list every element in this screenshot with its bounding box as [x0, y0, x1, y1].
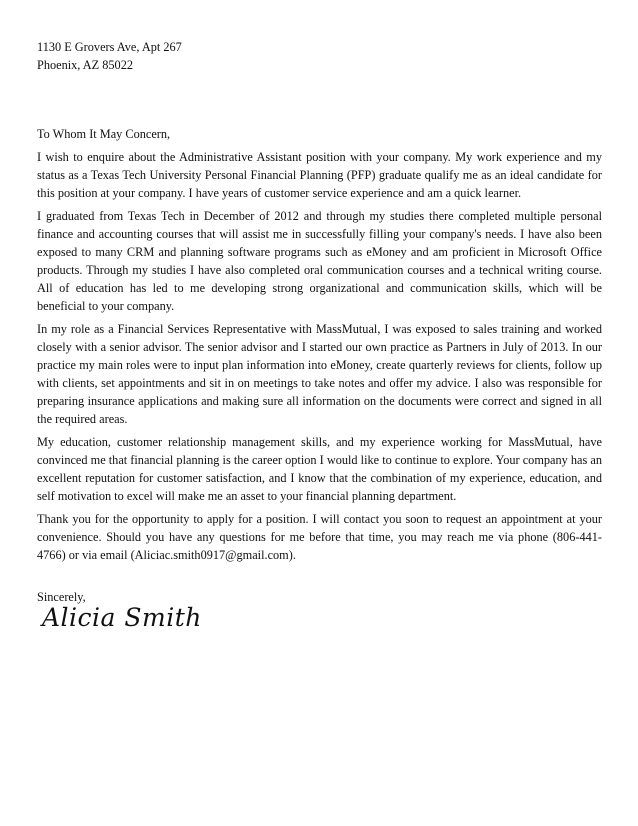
paragraph-intro: I wish to enquire about the Administrative Assistant position with your company. My work experience and my status as a Texas Tech University Personal Financial Planning (PFP) graduate qualify me as an ideal candidate for this position at your company. I have years of customer service experience and am a quick learner. — [37, 150, 602, 200]
paragraph-summary: My education, customer relationship management skills, and my experience working for MassMutual, have convinced me that financial planning is the career option I would like to continue to explore. Your company has an excellent reputation for customer satisfaction, and I know that the combination of my experience, education, and self motivation to excel will make me an asset to your financial planning department. — [37, 435, 602, 503]
address-city: Phoenix, AZ 85022 — [37, 58, 133, 72]
closing: Sincerely, — [37, 590, 86, 604]
salutation: To Whom It May Concern, — [37, 127, 171, 141]
signature: Alicia Smith — [42, 603, 202, 632]
address-street: 1130 E Grovers Ave, Apt 267 — [37, 40, 182, 54]
letter-body — [37, 38, 602, 606]
paragraph-education: I graduated from Texas Tech in December of 2012 and through my studies there completed multiple personal finance and accounting courses that will assist me in successfully filling your company's needs. I have also been exposed to many CRM and planning software programs such as eMoney and am proficient in Microsoft Office products. Through my studies I have also completed oral communication courses and a technical writing course. All of education has led to me developing strong organizational and communication skills, which will be beneficial to your company. — [37, 209, 602, 313]
paragraph-closing: Thank you for the opportunity to apply for a position. I will contact you soon to request an appointment at your convenience. Should you have any questions for me before that time, you may reach me via phone (806-441-4766) or via email (Aliciac.smith0917@gmail.com). — [37, 512, 602, 562]
paragraph-experience: In my role as a Financial Services Representative with MassMutual, I was exposed to sales training and worked closely with a senior advisor. The senior advisor and I started our own practice as Partners in July of 2013. In our practice my main roles were to input plan information into eMoney, create quarterly reviews for clients, follow up with clients, set appointments and sit in on meetings to take notes and offer my advice. I also was responsible for preparing insurance applications and making sure all information on the documents were correct and signed in all the required areas. — [37, 322, 602, 426]
sender-address — [37, 38, 602, 74]
